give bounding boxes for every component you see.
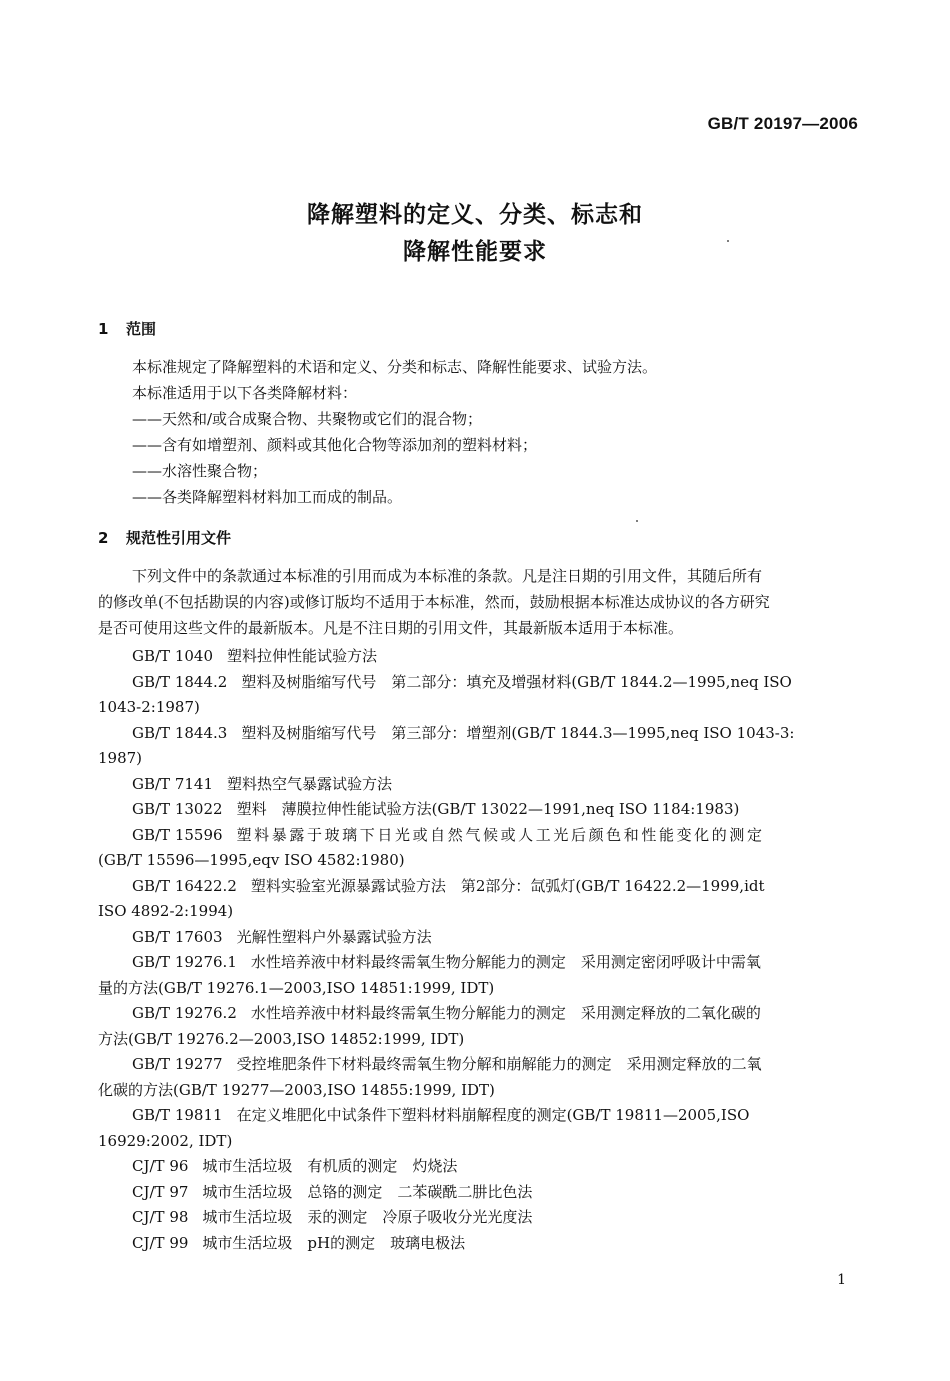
reference-continuation: ISO 4892-2:1994) bbox=[98, 902, 234, 920]
scope-line: 本标准适用于以下各类降解材料： bbox=[132, 384, 358, 402]
reference-title: 塑料 薄膜拉伸性能试验方法(GB/T 13022—1991,neq ISO 1184:1983) bbox=[236, 800, 740, 818]
reference-item bbox=[98, 823, 858, 874]
reference-title: 塑料暴露于玻璃下日光或自然气候或人工光后颜色和性能变化的测定 bbox=[236, 825, 765, 844]
reference-item bbox=[98, 670, 858, 721]
reference-title: 塑料及树脂缩写代号 第二部分：填充及增强材料(GB/T 1844.2—1995,neq ISO bbox=[241, 672, 792, 691]
reference-title: 水性培养液中材料最终需氧生物分解能力的测定 采用测定密闭呼吸计中需氧 bbox=[250, 953, 761, 971]
intro-line: 是否可使用这些文件的最新版本。凡是不注日期的引用文件，其最新版本适用于本标准。 bbox=[98, 619, 684, 637]
reference-code: GB/T 19277 bbox=[132, 1055, 223, 1073]
reference-title: 塑料拉伸性能试验方法 bbox=[227, 647, 378, 665]
reference-code: GB/T 13022 bbox=[132, 800, 223, 818]
reference-continuation: 1043-2:1987) bbox=[98, 698, 200, 716]
section-number: 2 bbox=[98, 529, 109, 547]
reference-item bbox=[98, 1103, 858, 1154]
reference-list bbox=[98, 644, 858, 1256]
reference-title: 受控堆肥条件下材料最终需氧生物分解和崩解能力的测定 采用测定释放的二氧 bbox=[236, 1055, 762, 1073]
section-number: 1 bbox=[98, 320, 109, 338]
reference-continuation: 方法(GB/T 19276.2—2003,ISO 14852:1999, IDT) bbox=[98, 1029, 465, 1048]
scope-list-item: ——水溶性聚合物； bbox=[132, 462, 268, 480]
scope-line: 本标准规定了降解塑料的术语和定义、分类和标志、降解性能要求、试验方法。 bbox=[132, 358, 658, 376]
reference-code: GB/T 1844.3 bbox=[132, 723, 228, 742]
reference-code: GB/T 7141 bbox=[132, 774, 214, 793]
title-line-2: 降解性能要求 bbox=[403, 239, 547, 265]
reference-item bbox=[98, 1052, 858, 1103]
section-1-body bbox=[98, 354, 858, 510]
reference-title: 城市生活垃圾 汞的测定 冷原子吸收分光光度法 bbox=[202, 1208, 533, 1226]
reference-title: 水性培养液中材料最终需氧生物分解能力的测定 采用测定释放的二氧化碳的 bbox=[250, 1004, 761, 1022]
section-2-heading bbox=[98, 527, 231, 548]
reference-code: GB/T 1040 bbox=[132, 647, 214, 665]
reference-code: CJ/T 97 bbox=[132, 1182, 189, 1201]
scope-list-item: ——天然和/或合成聚合物、共聚物或它们的混合物； bbox=[132, 410, 483, 428]
reference-code: GB/T 19276.2 bbox=[132, 1004, 237, 1022]
reference-title: 城市生活垃圾 pH的测定 玻璃电极法 bbox=[202, 1233, 466, 1252]
reference-title: 城市生活垃圾 有机质的测定 灼烧法 bbox=[202, 1157, 458, 1175]
section-title: 规范性引用文件 bbox=[126, 529, 232, 547]
reference-title: 塑料热空气暴露试验方法 bbox=[227, 774, 393, 793]
reference-item bbox=[98, 1154, 858, 1180]
reference-item bbox=[98, 1205, 858, 1231]
reference-item bbox=[98, 925, 858, 951]
reference-title: 塑料及树脂缩写代号 第三部分：增塑剂(GB/T 1844.3—1995,neq ISO 1043-3: bbox=[241, 723, 795, 742]
reference-code: GB/T 17603 bbox=[132, 927, 223, 946]
reference-item bbox=[98, 1180, 858, 1206]
intro-line: 下列文件中的条款通过本标准的引用而成为本标准的条款。凡是注日期的引用文件，其随后所有 bbox=[132, 567, 763, 585]
section-1-heading bbox=[98, 318, 156, 339]
reference-item bbox=[98, 950, 858, 1001]
title-line-1: 降解塑料的定义、分类、标志和 bbox=[307, 202, 643, 228]
reference-code: GB/T 16422.2 bbox=[132, 876, 237, 895]
document-title bbox=[0, 197, 950, 271]
reference-code: GB/T 1844.2 bbox=[132, 672, 228, 691]
reference-continuation: 1987) bbox=[98, 749, 143, 767]
reference-item bbox=[98, 797, 858, 823]
reference-item bbox=[98, 1001, 858, 1052]
reference-code: GB/T 19811 bbox=[132, 1106, 223, 1124]
reference-continuation: 量的方法(GB/T 19276.1—2003,ISO 14851:1999, IDT) bbox=[98, 978, 495, 997]
reference-continuation: (GB/T 15596—1995,eqv ISO 4582:1980) bbox=[98, 851, 405, 869]
reference-item bbox=[98, 772, 858, 798]
intro-line: 的修改单(不包括勘误的内容)或修订版均不适用于本标准，然而，鼓励根据本标准达成协议的各方研究 bbox=[98, 593, 770, 611]
reference-code: CJ/T 96 bbox=[132, 1157, 189, 1175]
reference-code: CJ/T 99 bbox=[132, 1233, 189, 1252]
scope-list-item: ——含有如增塑剂、颜料或其他化合物等添加剂的塑料材料； bbox=[132, 436, 538, 454]
scan-speck bbox=[636, 520, 638, 522]
reference-item bbox=[98, 644, 858, 670]
reference-code: CJ/T 98 bbox=[132, 1208, 189, 1226]
scope-list-item: ——各类降解塑料材料加工而成的制品。 bbox=[132, 488, 403, 506]
section-2-intro bbox=[98, 563, 858, 641]
reference-code: GB/T 15596 bbox=[132, 825, 223, 844]
page-number: 1 bbox=[837, 1272, 846, 1288]
standard-code: GB/T 20197—2006 bbox=[707, 114, 858, 133]
reference-continuation: 化碳的方法(GB/T 19277—2003,ISO 14855:1999, IDT) bbox=[98, 1080, 495, 1099]
reference-title: 塑料实验室光源暴露试验方法 第2部分：氙弧灯(GB/T 16422.2—1999,idt bbox=[250, 876, 765, 895]
reference-continuation: 16929:2002, IDT) bbox=[98, 1131, 233, 1150]
reference-title: 城市生活垃圾 总铬的测定 二苯碳酰二肼比色法 bbox=[202, 1182, 533, 1201]
reference-title: 光解性塑料户外暴露试验方法 bbox=[236, 927, 432, 946]
reference-title: 在定义堆肥化中试条件下塑料材料崩解程度的测定(GB/T 19811—2005,ISO bbox=[236, 1106, 750, 1124]
reference-item bbox=[98, 1231, 858, 1257]
reference-code: GB/T 19276.1 bbox=[132, 953, 237, 971]
scan-speck bbox=[727, 240, 729, 242]
reference-item bbox=[98, 874, 858, 925]
reference-item bbox=[98, 721, 858, 772]
section-title: 范围 bbox=[126, 320, 157, 338]
